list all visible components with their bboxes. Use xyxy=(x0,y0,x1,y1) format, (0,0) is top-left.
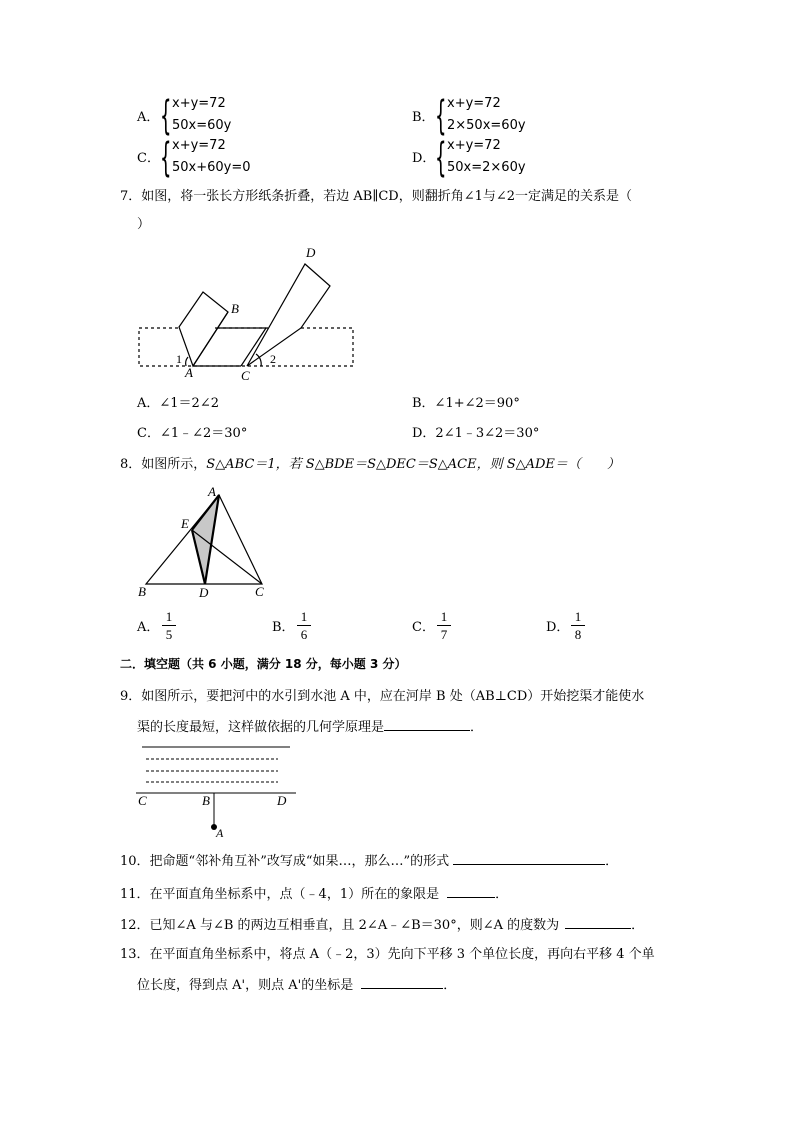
option-label: D． xyxy=(412,151,436,166)
option-label: A． xyxy=(137,110,160,125)
q13-text-line2 xyxy=(137,976,456,995)
label-a: A xyxy=(185,365,193,380)
equation-line: x+y=72 xyxy=(172,138,226,153)
q9-text: 渠的长度最短，这样做依据的几何学原理是 xyxy=(137,720,385,735)
q9-text-line2 xyxy=(137,718,483,737)
folded-flap-right xyxy=(247,264,330,366)
equation-line: x+y=72 xyxy=(447,138,501,153)
q13-end: ． xyxy=(443,978,457,993)
label-a: A xyxy=(216,826,224,840)
q11-question: 11．在平面直角坐标系中，点（﹣4，1）所在的象限是 xyxy=(120,887,440,902)
q12-end: ． xyxy=(631,918,645,933)
q7-option-d: D．2∠1﹣3∠2＝30° xyxy=(412,426,540,441)
strip-outline xyxy=(139,328,353,366)
brace-icon: { xyxy=(160,93,172,139)
option-label: C． xyxy=(137,151,160,166)
brace-icon: { xyxy=(160,135,172,181)
angle-1-label: 1 xyxy=(176,352,182,366)
equation-line: 50x+60y=0 xyxy=(172,160,251,175)
label-c: C xyxy=(255,584,264,599)
label-d: D xyxy=(199,585,209,600)
label-b: B xyxy=(138,584,146,599)
fraction: 1 7 xyxy=(437,609,451,642)
label-b: B xyxy=(202,793,210,808)
q8-triangle-figure xyxy=(135,485,275,605)
angle-2-label: 2 xyxy=(270,352,276,366)
equation-line: 2×50x=60y xyxy=(447,118,526,133)
answer-blank[interactable] xyxy=(447,885,495,898)
option-label: A． xyxy=(137,620,160,635)
q8-text xyxy=(120,456,620,474)
q11-end: ． xyxy=(495,887,509,902)
q10-text xyxy=(120,852,618,871)
q10-question: 10．把命题“邻补角互补”改写成“如果…，那么…”的形式 xyxy=(120,854,450,869)
fraction: 1 8 xyxy=(571,609,585,642)
label-c: C xyxy=(241,368,250,383)
section-title: 二．填空题（共 6 小题，满分 18 分，每小题 3 分） xyxy=(120,657,407,671)
option-label: B． xyxy=(412,110,435,125)
brace-icon: { xyxy=(435,135,447,181)
q7-text-end: ） xyxy=(137,217,151,232)
shaded-triangle-ade xyxy=(192,495,219,584)
q7-option-a: A．∠1＝2∠2 xyxy=(137,396,219,411)
q7-option-c: C．∠1﹣∠2＝30° xyxy=(137,426,248,441)
label-d: D xyxy=(277,793,287,808)
label-d: D xyxy=(306,245,316,260)
equation-line: 50x=60y xyxy=(172,118,232,133)
q8-s-abc: S△ABC＝1，若 xyxy=(206,457,306,472)
q9-text-line1: 9．如图所示，要把河中的水引到水池 A 中，应在河岸 B 处（AB⊥CD）开始挖渠才能使水 xyxy=(120,689,645,704)
q9-river-figure xyxy=(132,738,302,840)
label-e: E xyxy=(181,516,189,531)
label-b: B xyxy=(231,301,239,316)
q8-s-relation: S△BDE＝S△DEC＝S△ACE，则 xyxy=(305,457,507,472)
brace-icon: { xyxy=(435,93,447,139)
q9-end: ． xyxy=(470,720,484,735)
answer-blank[interactable] xyxy=(384,718,470,731)
equation-line: x+y=72 xyxy=(172,96,226,111)
label-a: A xyxy=(208,485,216,499)
equation-line: 50x=2×60y xyxy=(447,160,526,175)
q13-question: 位长度，得到点 A'，则点 A'的坐标是 xyxy=(137,978,354,993)
q7-option-b: B．∠1+∠2＝90° xyxy=(412,396,520,411)
answer-blank[interactable] xyxy=(361,976,443,989)
equation-line: x+y=72 xyxy=(447,96,501,111)
fraction: 1 5 xyxy=(162,609,176,642)
fraction: 1 6 xyxy=(297,609,311,642)
q8-s-ade: S△ADE＝（ ） xyxy=(506,457,620,472)
option-label: B． xyxy=(272,620,295,635)
option-label: D． xyxy=(546,620,570,635)
q12-question: 12．已知∠A 与∠B 的两边互相垂直，且 2∠A﹣∠B＝30°，则∠A 的度数为 xyxy=(120,918,560,933)
label-c: C xyxy=(138,793,147,808)
q11-text xyxy=(120,885,508,904)
answer-blank[interactable] xyxy=(453,852,605,865)
q12-text xyxy=(120,916,644,935)
q8-prefix: 8．如图所示， xyxy=(120,457,207,472)
option-label: C． xyxy=(412,620,435,635)
q10-end: ． xyxy=(605,854,619,869)
answer-blank[interactable] xyxy=(565,916,631,929)
q7-folded-strip-figure xyxy=(130,240,370,385)
q7-text: 7．如图，将一张长方形纸条折叠，若边 AB∥CD，则翻折角∠1与∠2一定满足的关系是（ xyxy=(120,189,633,204)
folded-flap-left xyxy=(179,292,228,366)
q13-text-line1: 13．在平面直角坐标系中，将点 A（﹣2，3）先向下平移 3 个单位长度，再向右平移 4 个单 xyxy=(120,947,655,962)
